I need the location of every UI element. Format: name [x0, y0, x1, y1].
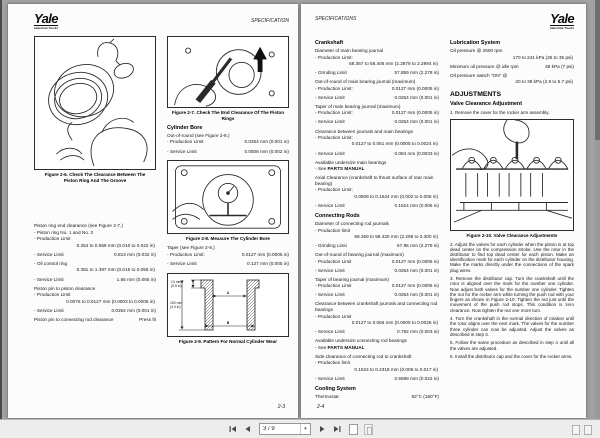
document-page-left [8, 4, 298, 418]
spec-label: - Service Limit [167, 260, 197, 266]
yale-logo-text: Yale [34, 11, 58, 26]
single-page-view-button[interactable] [349, 424, 358, 435]
viewer-toolbar [0, 419, 600, 438]
spec-row: 58.369 to 58.420 mm (2.298 to 2.300 in) [354, 234, 438, 240]
spec-row: Cooling System [315, 385, 356, 392]
spec-value: 0.0127 mm (0.0005 in) [391, 85, 439, 91]
spec-value: 48 kPa (7 psi) [545, 63, 574, 69]
cylinder-wear-diagram [168, 274, 288, 336]
spec-bold-ref: PARTS MANUAL [327, 166, 365, 172]
spec-row: 0.0076 to 0.0127 mm (0.0003 to 0.0005 in) [66, 298, 155, 304]
lubrication-spec-list [450, 40, 574, 85]
spec-row: Diameter of main bearing journal [315, 48, 384, 54]
figure-2-9 [167, 273, 289, 337]
spec-row [315, 166, 439, 172]
spec-row [315, 268, 439, 274]
spec-label: - Service Limit [34, 251, 64, 257]
spec-value: 0.813 mm (0.032 in) [114, 251, 156, 257]
spec-row [450, 64, 574, 70]
spec-label: - Service Limit [167, 148, 197, 154]
spec-row: Side clearance of connecting rod to crankshaft [315, 353, 412, 359]
spec-row: - Piston ring No. 1 and No. 2 [34, 229, 94, 235]
yale-logo-text: Yale [550, 11, 574, 26]
page-number: 2-3 [277, 404, 285, 410]
spec-row [315, 394, 439, 400]
window-edge-strip [0, 0, 2, 419]
spec-row [315, 151, 439, 157]
previous-page-button[interactable] [242, 423, 254, 436]
dim-05in-label: (0.5 in) [171, 283, 182, 288]
spec-row: - Production Limit: [315, 54, 353, 60]
last-page-button[interactable] [331, 423, 343, 436]
spec-row [315, 292, 439, 298]
spec-label: - Service Limit [315, 119, 345, 125]
procedure-step: 5. Follow the same procedure as described in step 4 until all the valves are adjusted. [450, 340, 574, 351]
spec-row: Out-of-round (see Figure 2-8.) [167, 132, 230, 138]
spec-value: 0.0127 mm (0.0005 in) [391, 110, 439, 116]
taper-spec-list [167, 245, 289, 266]
spec-row: 0.0127 to 0.061 mm (0.0005 to 0.0024 in) [351, 141, 438, 147]
spec-row [34, 317, 156, 323]
spec-label: - Service Limit [315, 375, 345, 381]
page-header [34, 12, 289, 36]
last-page-icon [333, 425, 341, 433]
dim-13mm-label: 13 mm [171, 279, 182, 284]
page-number: 2-4 [317, 404, 325, 410]
arrow-a-label: A [226, 290, 230, 295]
spec-label: - Production Limit: [167, 251, 205, 257]
spec-row: Oil pressure switch "ON" @ [450, 72, 508, 78]
piston-ring-groove-illustration [35, 37, 155, 169]
spec-row: Lubrication System [450, 40, 501, 46]
spec-row: Taper of main bearing journal (maximum) [315, 103, 401, 109]
page-layout-icon[interactable] [572, 425, 580, 435]
spec-value: 0.127 mm (0.005 in) [247, 260, 289, 266]
spec-row [315, 259, 439, 265]
spec-label: - Production Limit: [315, 110, 353, 116]
spec-row: - Production Limit: [315, 187, 353, 193]
spec-row [315, 95, 439, 101]
spec-label: - Service Limit [315, 292, 345, 298]
spec-label: - Service Limit [315, 94, 345, 100]
spec-label: Minimum oil pressure @ idle rpm [450, 63, 519, 69]
figure-2-7-caption: Figure 2-7. Check The End Clearance Of The Piston Rings [171, 110, 285, 121]
figure-2-8 [167, 160, 289, 234]
spec-value: 57.859 mm (2.278 in) [394, 70, 439, 76]
spec-label: - See [315, 344, 328, 350]
rocker-arm-illustration [451, 120, 573, 230]
spec-label: - Production Limit [167, 139, 204, 145]
spec-row: - Production Limit [315, 313, 352, 319]
spec-row: - Production Limit [34, 236, 71, 242]
spec-label: - See [315, 166, 328, 172]
spec-row [315, 283, 439, 289]
spec-label: - Production Limit: [315, 85, 353, 91]
dim-40in-label: (4.0 in) [170, 304, 181, 309]
spec-row: 58.367 to 58.405 mm (2.2979 to 2.2994 in) [349, 61, 438, 67]
spec-value: 0.5588 mm (0.022 in) [394, 375, 439, 381]
spec-label: - Service Limit [315, 202, 345, 208]
spec-value: 0.0254 mm (0.001 in) [394, 119, 439, 125]
spec-label: - Service Limit [34, 307, 64, 313]
spec-row: 0.1524 to 0.4318 mm (0.006 to 0.017 in) [354, 366, 438, 372]
spec-row: - Production Limit: [315, 134, 353, 140]
procedure-step: 6. Install the distributor cap and the cover for the rocker arms. [450, 354, 573, 360]
spec-label: - Service Limit [315, 267, 345, 273]
first-page-button[interactable] [227, 423, 239, 436]
spec-row: 0.254 to 0.559 mm (0.010 to 0.022 in) [76, 242, 155, 248]
figure-2-7 [167, 36, 289, 108]
spec-value: Press fit [139, 316, 156, 322]
arrow-b-label: B [226, 320, 230, 325]
spec-value: 0.762 mm (0.003 in) [397, 329, 439, 335]
valve-clearance-heading: Valve Clearance Adjustment [450, 101, 523, 108]
facing-pages-view-button[interactable] [364, 424, 373, 435]
figure-2-6 [34, 36, 156, 170]
spec-label: - Service Limit [315, 329, 345, 335]
cylinder-bore-spec-list [167, 133, 289, 154]
spec-row [315, 203, 439, 209]
spec-row [315, 345, 439, 351]
spec-row: Out-of-round of bearing journal (maximum) [315, 252, 404, 258]
spec-row [167, 252, 289, 258]
bore-gauge-illustration [168, 161, 288, 233]
spec-label: - Grinding Limit [315, 243, 347, 249]
spec-row: Crankshaft [315, 40, 344, 46]
spec-row: Piston ring end clearance (see Figure 2-7.) [34, 223, 123, 229]
spec-value: 0.0127 mm (0.0005 in) [391, 258, 439, 264]
spec-value: 0.0254 mm (0.001 in) [111, 307, 156, 313]
spec-label: Thermostat [315, 393, 339, 399]
spec-value: 0.0254 mm (0.001 in) [394, 94, 439, 100]
yale-logo [34, 12, 58, 30]
spec-value: 0.0508 mm (0.002 in) [244, 148, 289, 154]
spec-value: 0.0254 mm (0.001 in) [244, 139, 289, 145]
vertical-scrollbar[interactable] [595, 0, 600, 419]
spec-row: Clearance between crankshaft journals and connecting rod bearings [315, 301, 438, 313]
spec-value: 57.86 mm (2.279 in) [397, 243, 439, 249]
spec-value: 1.65 mm (0.065 in) [116, 276, 156, 282]
running-header: SPECIFICATION [251, 18, 289, 24]
procedure-step: 2. Adjust the valves for each cylinder when the piston is at top dead center on the compression stroke. Use the rotor in the distributor to find top dead center for each piston. Make an identification mark for each cylinder on the distributor housing. Make the marks directly under the connections of the spark plug wires. [450, 241, 574, 273]
scrollbar-thumb[interactable] [595, 0, 600, 140]
running-header: SPECIFICATIONS [315, 16, 357, 22]
dim-100mm-label: 100 mm [170, 300, 183, 305]
spec-label: - Grinding Limit [315, 70, 347, 76]
spec-row: Axial Clearance (crankshaft to thrust surface of rear main bearing) [315, 175, 434, 186]
figure-2-10-caption: Figure 2-10. Valve Clearance Adjustments [466, 232, 558, 238]
spec-row [167, 261, 289, 267]
crankshaft-spec-list [315, 40, 439, 400]
spec-row: - Production Limit [34, 292, 71, 298]
spec-row [315, 329, 439, 335]
spec-row [167, 149, 289, 155]
spec-label: Piston pin to connecting rod clearance [34, 316, 114, 322]
spec-label: - Service Limit [34, 276, 64, 282]
yale-logo-tagline: Industrial Trucks [34, 26, 59, 30]
spec-row [315, 70, 439, 76]
spec-value: 0.0254 mm (0.001 in) [394, 292, 439, 298]
spec-row: Oil pressure @ 2500 rpm [450, 48, 503, 54]
spec-row: Out-of-round of main bearing journal (maximum) [315, 79, 416, 85]
step-1-text: 1. Remove the cover for the rocker arm assembly. [450, 110, 550, 116]
spec-label: - Production Limit [315, 258, 352, 264]
spec-row: Taper (see Figure 2-9.) [167, 245, 215, 251]
ring-end-clearance-illustration [168, 37, 288, 107]
yale-logo [550, 12, 574, 30]
spec-bold-ref: PARTS MANUAL [327, 344, 365, 350]
spec-row: 0.381 to 1.397 mm (0.015 to 0.055 in) [76, 267, 155, 273]
spec-row [34, 277, 156, 283]
document-page-right [301, 4, 586, 418]
spec-row: 20 to 39 kPa (2.9 to 5.7 psi) [515, 79, 573, 85]
previous-page-icon [244, 425, 252, 433]
figure-2-6-caption: Figure 2-6. Check The Clearance Between The Piston Ring And The Groove [44, 172, 146, 183]
chevron-down-icon[interactable]: ▾ [300, 424, 310, 434]
spec-row: Taper of bearing journal (maximum) [315, 276, 389, 282]
spec-row: 0.0508 to 0.1524 mm (0.002 to 0.006 in) [354, 193, 438, 199]
spec-value: 0.0254 mm (0.001 in) [394, 267, 439, 273]
spec-row: - Production limit [315, 360, 350, 366]
spec-value: 0.0127 mm (0.0005 in) [391, 283, 439, 289]
spec-row: Available undersize main bearings [315, 159, 387, 165]
first-page-icon [229, 425, 237, 433]
figure-2-10 [450, 119, 574, 231]
spec-row [315, 110, 439, 116]
spec-row [34, 308, 156, 314]
cylinder-bore-heading: Cylinder Bore [167, 125, 203, 132]
spec-row [315, 376, 439, 382]
piston-spec-list [34, 223, 156, 322]
spec-value: 0.0127 mm (0.0005 in) [241, 251, 289, 257]
spec-row: 0.0127 to 0.066 mm (0.0005 to 0.0026 in) [351, 320, 438, 326]
adjustments-heading: ADJUSTMENTS [450, 91, 501, 99]
spec-row [167, 139, 289, 145]
spec-row: Connecting Rods [315, 212, 360, 219]
spec-value: 0.1524 mm (0.006 in) [394, 202, 439, 208]
next-page-button[interactable] [316, 423, 328, 436]
page-number-combobox[interactable] [259, 423, 311, 435]
next-page-icon [318, 425, 326, 433]
spec-row: 170 to 241 kPa (25 to 35 psi) [512, 54, 573, 60]
procedure-paragraphs [450, 242, 574, 360]
spec-label: - Service Limit [315, 150, 345, 156]
spec-row: Available undersize connecting rod bearings [315, 338, 407, 344]
yale-logo-tagline: Industrial Trucks [549, 26, 574, 30]
spec-row [315, 119, 439, 125]
figure-2-9-caption: Figure 2-9. Pattern For Normal Cylinder Wear [178, 338, 278, 344]
spec-row: Clearance between journals and main bearings [315, 128, 413, 134]
spec-label: - Production Limit [315, 283, 352, 289]
procedure-step: 4. Turn the crankshaft in the normal direction of rotation until the rotor aligns over the next mark. The valves for the number three cylinder can now be adjusted. Adjust the valves as described in step 3. [450, 316, 574, 337]
page-number-input[interactable] [260, 424, 300, 434]
procedure-step: 3. Remove the distributor cap. Turn the crankshaft until the rotor is aligned over the mark for the number one cylinder. Now adjust both valves for the number one cylinder. Tighten the nut for the rocker arm while turning the push rod with your fingers as shown in Figure 2-10. Tighten the nut just until the movement of the push rod stops. This condition is zero clearance. Now tighten the nut one more turn. [450, 276, 574, 313]
spec-row: Piston pin to piston clearance [34, 285, 96, 291]
spec-row: - Production limit [315, 227, 350, 233]
spec-row [34, 252, 156, 258]
page-layout-icon[interactable] [584, 425, 592, 435]
spec-value: 82°C (180°F) [411, 393, 439, 399]
spec-row: Diameter of connecting rod journals [315, 221, 389, 227]
spec-row [315, 86, 439, 92]
spec-value: 0.084 mm (0.0033 in) [394, 150, 439, 156]
spec-row [315, 243, 439, 249]
figure-2-8-caption: Figure 2-8. Measure The Cylinder Bore [186, 236, 270, 242]
page-header [315, 12, 574, 36]
corner-view-buttons [572, 425, 592, 435]
spec-row: - Oil control ring [34, 261, 68, 266]
